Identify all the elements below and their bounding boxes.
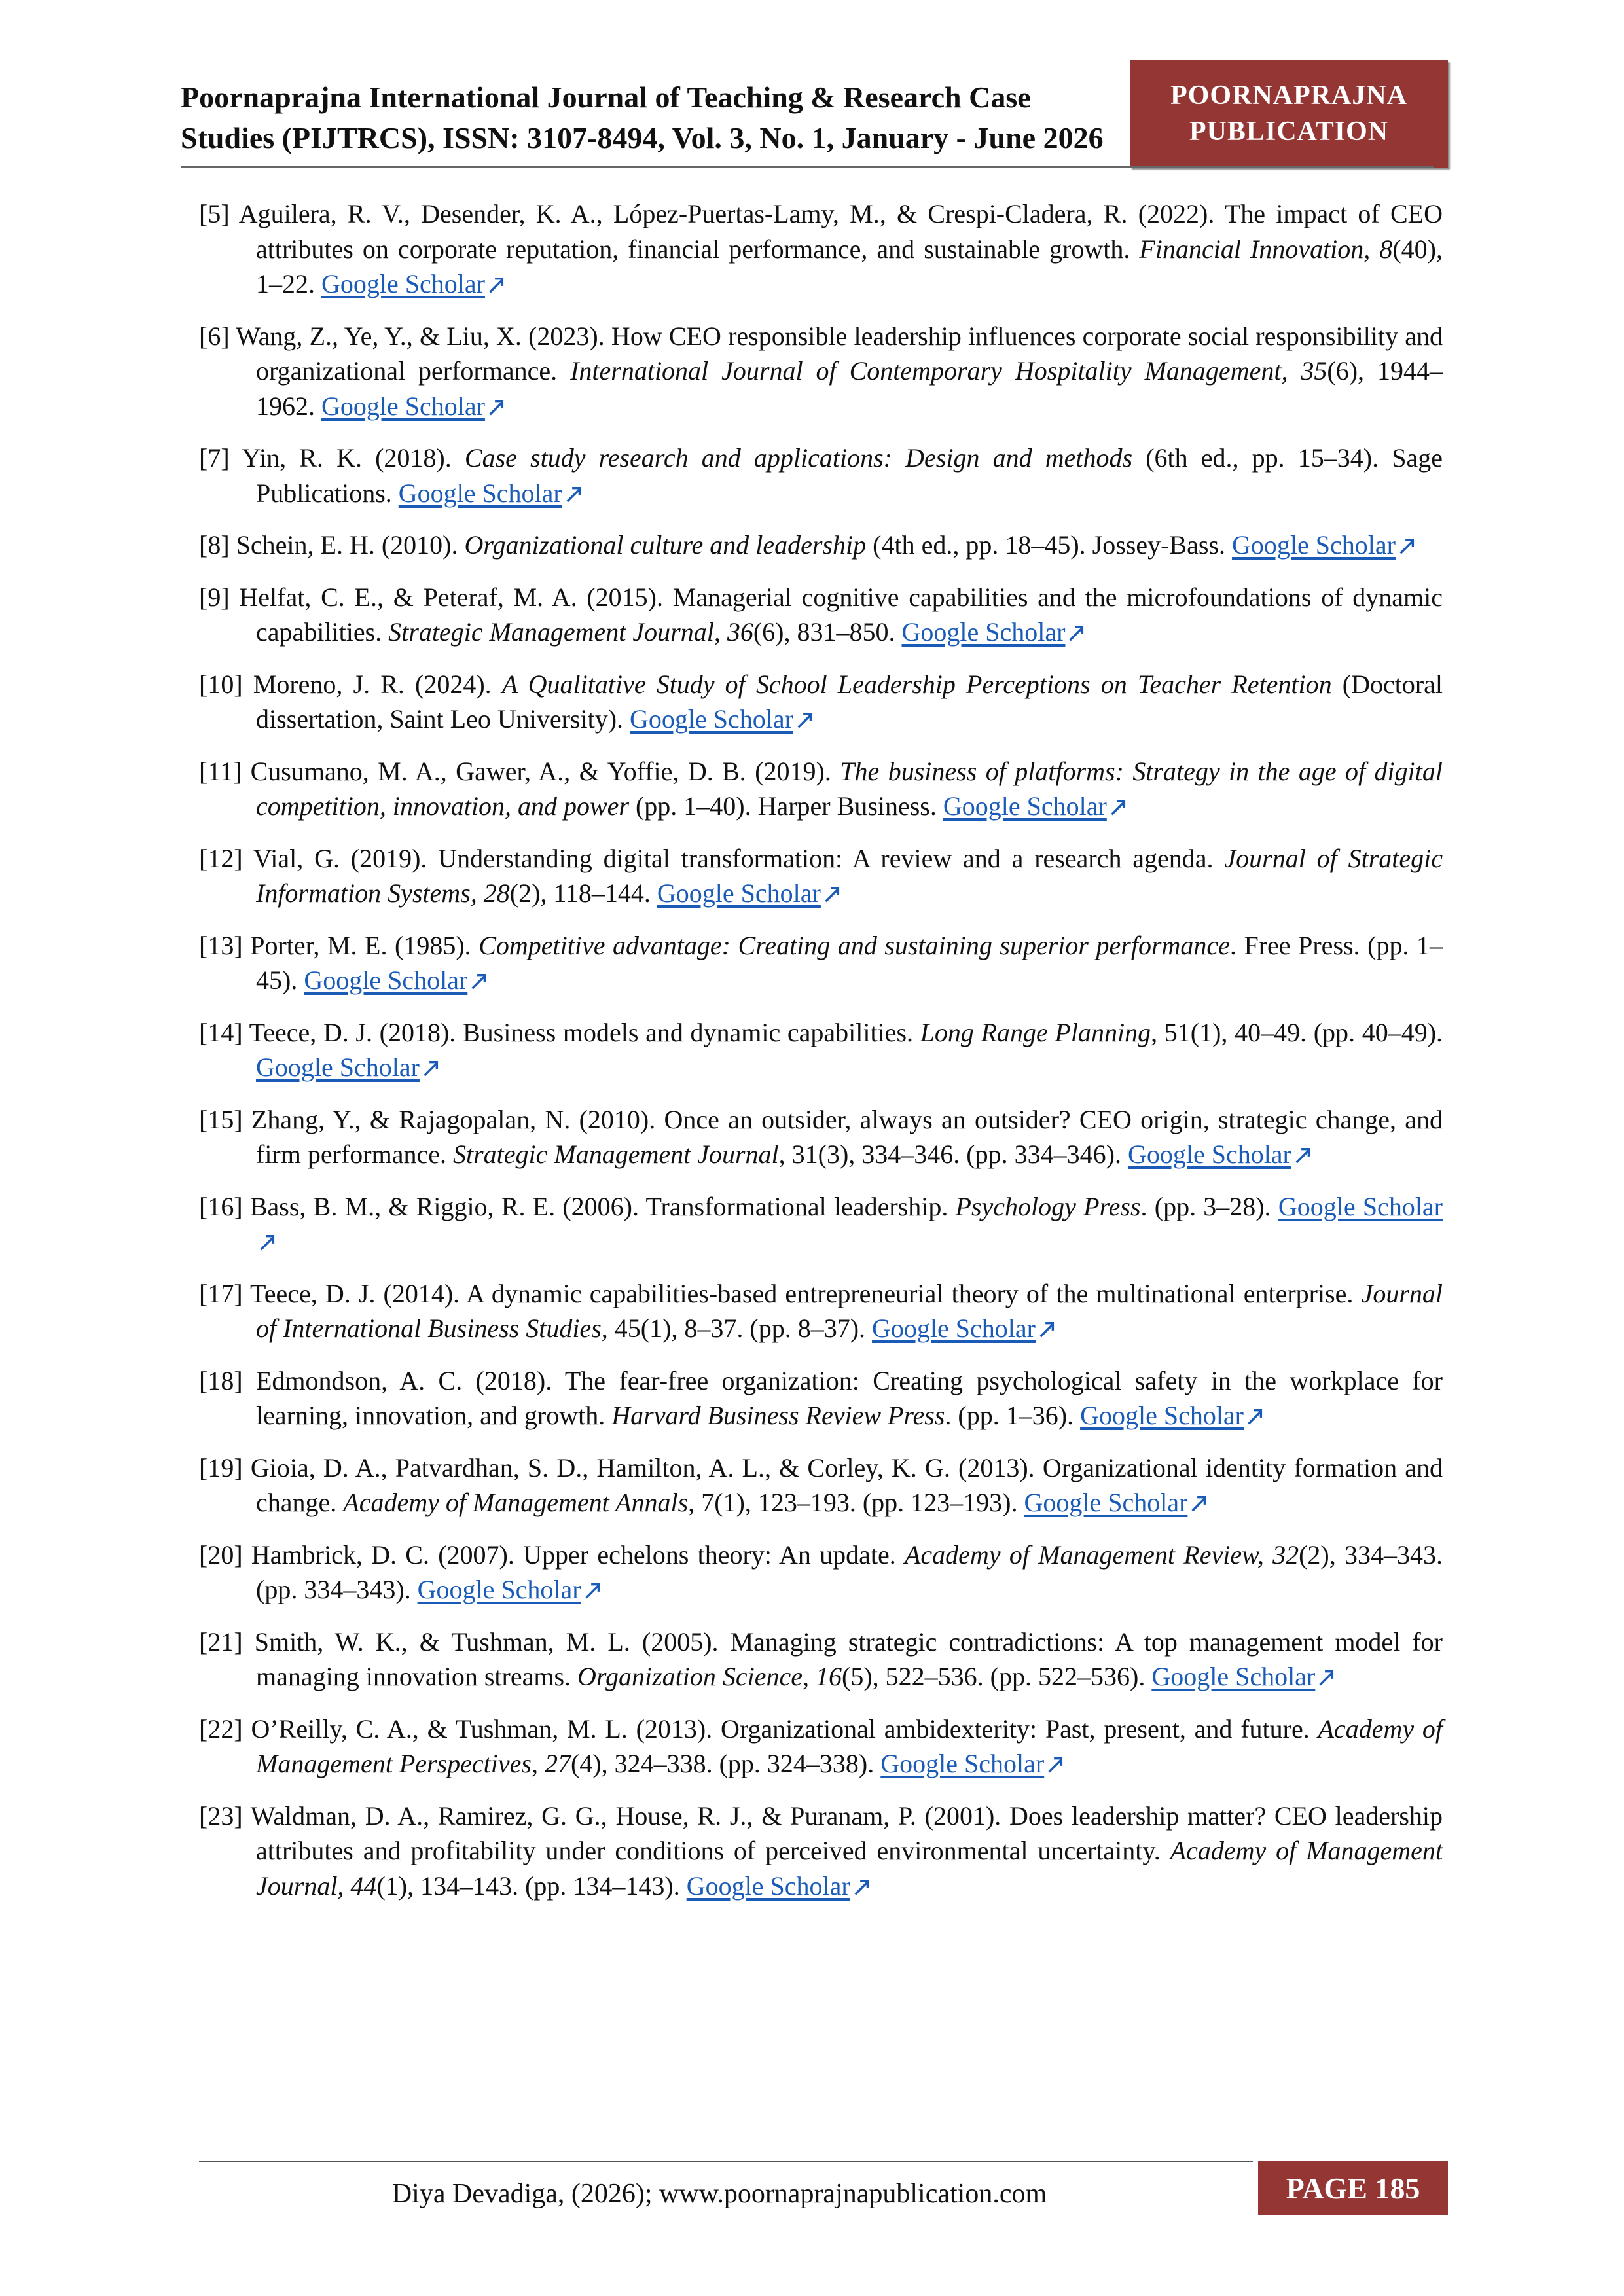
reference-entry: [199, 580, 1443, 650]
reference-details: (4th ed., pp. 18–45). Jossey-Bass.: [866, 530, 1232, 560]
reference-authors-title: Wang, Z., Ye, Y., & Liu, X. (2023). How CEO responsible leadership influences corporate social responsibility and organizational performance.: [236, 321, 1443, 386]
footer-citation: Diya Devadiga, (2026); www.poornaprajnapublication.com: [391, 2179, 1047, 2209]
google-scholar-label: Google Scholar: [943, 791, 1107, 821]
reference-source: Psychology Press: [955, 1191, 1141, 1221]
external-link-icon: [1066, 623, 1086, 643]
reference-number: [16]: [199, 1191, 243, 1221]
reference-details: . Free Press. (pp. 1–45).: [256, 930, 1443, 995]
reference-entry: [199, 440, 1443, 511]
google-scholar-link[interactable]: [1024, 1488, 1208, 1517]
google-scholar-label: Google Scholar: [880, 1749, 1045, 1778]
reference-details: , 45(1), 8–37. (pp. 8–37).: [601, 1314, 873, 1343]
reference-number: [10]: [199, 669, 243, 699]
page-number-badge: PAGE 185: [1258, 2161, 1448, 2215]
external-link-icon: [564, 484, 583, 504]
reference-authors-title: Teece, D. J. (2014). A dynamic capabilities-based entrepreneurial theory of the multinational enterprise.: [250, 1278, 1362, 1308]
reference-details: (6), 831–850.: [753, 617, 902, 647]
reference-number: [13]: [199, 930, 243, 960]
publisher-badge-line1: POORNAPRAJNA: [1170, 81, 1407, 111]
external-link-icon: [257, 1232, 277, 1252]
reference-entry: [199, 319, 1443, 424]
google-scholar-label: Google Scholar: [304, 965, 468, 995]
google-scholar-label: Google Scholar: [1278, 1191, 1443, 1221]
google-scholar-label: Google Scholar: [1232, 530, 1396, 560]
google-scholar-label: Google Scholar: [1024, 1488, 1188, 1517]
reference-entry: [199, 1189, 1443, 1259]
reference-details: . (pp. 1–36).: [945, 1401, 1081, 1430]
reference-details: (pp. 1–40). Harper Business.: [628, 791, 943, 821]
external-link-icon: [822, 884, 842, 904]
reference-number: [5]: [199, 199, 230, 228]
google-scholar-label: Google Scholar: [321, 269, 485, 298]
reference-source: Organization Science, 16: [577, 1662, 842, 1691]
reference-number: [6]: [199, 321, 230, 351]
reference-details: (5), 522–536. (pp. 522–536).: [842, 1662, 1152, 1691]
reference-entry: [199, 667, 1443, 737]
external-link-icon: [852, 1877, 871, 1897]
reference-source: The business of platforms: Strategy in the age of digital competition, innovation, and power: [256, 756, 1443, 821]
google-scholar-link[interactable]: [1151, 1662, 1336, 1691]
google-scholar-link[interactable]: [399, 478, 583, 508]
reference-details: (Doctoral dissertation, Saint Leo University).: [256, 669, 1443, 734]
external-link-icon: [486, 397, 506, 417]
google-scholar-link[interactable]: [880, 1749, 1065, 1778]
reference-authors-title: Porter, M. E. (1985).: [250, 930, 479, 960]
reference-entry: [199, 1624, 1443, 1695]
publisher-badge-line2: PUBLICATION: [1189, 117, 1389, 147]
reference-number: [8]: [199, 530, 230, 560]
google-scholar-link[interactable]: [687, 1871, 871, 1901]
reference-source: Strategic Management Journal, 36: [388, 617, 753, 647]
google-scholar-link[interactable]: [418, 1575, 602, 1604]
reference-source: Academy of Management Perspectives, 27: [256, 1713, 1443, 1778]
reference-authors-title: Teece, D. J. (2018). Business models and dynamic capabilities.: [249, 1017, 920, 1047]
reference-details: . (pp. 3–28).: [1140, 1191, 1278, 1221]
reference-authors-title: Gioia, D. A., Patvardhan, S. D., Hamilton, A. L., & Corley, K. G. (2013). Organizational identity formation and change.: [250, 1452, 1443, 1517]
google-scholar-link[interactable]: [1080, 1401, 1265, 1430]
reference-source: Case study research and applications: Design and methods: [464, 443, 1133, 473]
google-scholar-link[interactable]: [321, 391, 506, 421]
google-scholar-link[interactable]: [1128, 1139, 1312, 1169]
google-scholar-label: Google Scholar: [1127, 1139, 1291, 1169]
external-link-icon: [486, 275, 506, 295]
reference-source: Strategic Management Journal: [452, 1139, 779, 1169]
footer-divider: [199, 2161, 1253, 2162]
reference-source: Long Range Planning: [920, 1017, 1151, 1047]
google-scholar-link[interactable]: [1232, 530, 1416, 560]
reference-entry: [199, 1799, 1443, 1904]
journal-title: [181, 77, 1136, 158]
reference-number: [18]: [199, 1365, 243, 1395]
external-link-icon: [1293, 1145, 1312, 1165]
reference-number: [11]: [199, 756, 242, 786]
google-scholar-label: Google Scholar: [686, 1871, 850, 1901]
reference-number: [22]: [199, 1713, 243, 1744]
reference-list: [199, 196, 1443, 1920]
google-scholar-label: Google Scholar: [872, 1314, 1036, 1343]
reference-entry: [199, 1015, 1443, 1085]
reference-entry: [199, 1102, 1443, 1172]
reference-source: Journal of Strategic Information Systems, 28: [256, 843, 1443, 908]
reference-source: Journal of International Business Studies: [256, 1278, 1443, 1343]
google-scholar-link[interactable]: [304, 965, 488, 995]
external-link-icon: [1316, 1668, 1336, 1687]
reference-source: Harvard Business Review Press: [611, 1401, 945, 1430]
reference-entry: [199, 1276, 1443, 1346]
google-scholar-label: Google Scholar: [1080, 1401, 1244, 1430]
reference-source: Organizational culture and leadership: [464, 530, 867, 560]
google-scholar-label: Google Scholar: [256, 1052, 420, 1082]
reference-details: , 31(3), 334–346. (pp. 334–346).: [778, 1139, 1128, 1169]
reference-details: (4), 324–338. (pp. 324–338).: [570, 1749, 881, 1778]
reference-number: [23]: [199, 1801, 243, 1831]
google-scholar-label: Google Scholar: [901, 617, 1066, 647]
google-scholar-link[interactable]: [321, 269, 506, 298]
reference-entry: [199, 1537, 1443, 1607]
reference-entry: [199, 928, 1443, 998]
reference-details: (40), 1–22.: [256, 234, 1443, 298]
reference-number: [14]: [199, 1017, 243, 1047]
reference-number: [17]: [199, 1278, 243, 1308]
external-link-icon: [1397, 536, 1416, 556]
reference-source: Academy of Management Annals: [343, 1488, 689, 1517]
reference-entry: [199, 754, 1443, 824]
external-link-icon: [469, 971, 488, 991]
google-scholar-link[interactable]: [256, 1052, 441, 1082]
google-scholar-label: Google Scholar: [630, 704, 793, 734]
google-scholar-label: Google Scholar: [321, 391, 485, 421]
external-link-icon: [583, 1581, 602, 1600]
reference-number: [20]: [199, 1539, 243, 1570]
google-scholar-link[interactable]: [901, 617, 1086, 647]
reference-entry: [199, 1363, 1443, 1433]
external-link-icon: [795, 710, 814, 730]
reference-details: (1), 134–143. (pp. 134–143).: [376, 1871, 687, 1901]
external-link-icon: [1037, 1319, 1056, 1339]
reference-authors-title: Vial, G. (2019). Understanding digital transformation: A review and a research agenda.: [253, 843, 1225, 873]
external-link-icon: [421, 1058, 441, 1078]
reference-authors-title: Schein, E. H. (2010).: [236, 530, 465, 560]
reference-source: Academy of Management Review, 32: [904, 1539, 1299, 1570]
reference-entry: [199, 841, 1443, 911]
external-link-icon: [1245, 1407, 1265, 1426]
external-link-icon: [1108, 797, 1128, 817]
reference-details: (6), 1944–1962.: [256, 356, 1443, 421]
external-link-icon: [1189, 1494, 1208, 1513]
reference-details: (2), 118–144.: [509, 878, 657, 908]
reference-authors-title: Waldman, D. A., Ramirez, G. G., House, R. J., & Puranam, P. (2001). Does leadership matter? CEO leadership attributes and profitability under conditions of perceived environmental uncertainty.: [250, 1801, 1443, 1865]
reference-number: [12]: [199, 843, 243, 873]
reference-authors-title: Yin, R. K. (2018).: [242, 443, 465, 473]
reference-entry: [199, 1450, 1443, 1520]
reference-entry: [199, 196, 1443, 302]
google-scholar-link[interactable]: [943, 791, 1128, 821]
reference-authors-title: Moreno, J. R. (2024).: [253, 669, 502, 699]
google-scholar-label: Google Scholar: [417, 1575, 581, 1604]
google-scholar-link[interactable]: [657, 878, 842, 908]
journal-title-line2: Studies (PIJTRCS), ISSN: 3107-8494, Vol. 3, No. 1, January - June 2026: [181, 121, 1104, 154]
reference-source: International Journal of Contemporary Hospitality Management, 35: [570, 356, 1327, 386]
external-link-icon: [1045, 1755, 1065, 1774]
publisher-badge: [1130, 60, 1448, 168]
reference-authors-title: Helfat, C. E., & Peteraf, M. A. (2015). Managerial cognitive capabilities and the microfoundations of dynamic capabilities.: [239, 582, 1443, 647]
google-scholar-label: Google Scholar: [398, 478, 562, 508]
reference-details: (2), 334–343. (pp. 334–343).: [256, 1539, 1443, 1604]
reference-authors-title: Zhang, Y., & Rajagopalan, N. (2010). Once an outsider, always an outsider? CEO origin, strategic change, and firm performance.: [251, 1104, 1443, 1169]
reference-details: , 7(1), 123–193. (pp. 123–193).: [688, 1488, 1024, 1517]
reference-authors-title: Hambrick, D. C. (2007). Upper echelons theory: An update.: [251, 1539, 905, 1570]
reference-authors-title: Edmondson, A. C. (2018). The fear-free organization: Creating psychological safety in the workplace for learning, innovation, and growth.: [256, 1365, 1443, 1430]
reference-entry: [199, 1712, 1443, 1782]
reference-number: [9]: [199, 582, 230, 612]
reference-number: [19]: [199, 1452, 243, 1482]
header-divider: [181, 166, 1434, 168]
journal-title-line1: Poornaprajna International Journal of Teaching & Research Case: [181, 81, 1031, 114]
reference-authors-title: Cusumano, M. A., Gawer, A., & Yoffie, D. B. (2019).: [250, 756, 840, 786]
reference-number: [21]: [199, 1626, 243, 1657]
reference-entry: [199, 528, 1443, 563]
reference-authors-title: O’Reilly, C. A., & Tushman, M. L. (2013). Organizational ambidexterity: Past, present, and future.: [251, 1713, 1318, 1744]
reference-source: Academy of Management Journal, 44: [256, 1836, 1443, 1901]
reference-number: [7]: [199, 443, 230, 473]
reference-details: (6th ed., pp. 15–34). Sage Publications.: [256, 443, 1443, 508]
reference-authors-title: Smith, W. K., & Tushman, M. L. (2005). Managing strategic contradictions: A top management model for managing innovation streams.: [254, 1626, 1443, 1691]
reference-source: Financial Innovation, 8: [1139, 234, 1393, 264]
google-scholar-link[interactable]: [630, 704, 814, 734]
reference-source: A Qualitative Study of School Leadership Perceptions on Teacher Retention: [501, 669, 1332, 699]
reference-authors-title: Aguilera, R. V., Desender, K. A., López-Puertas-Lamy, M., & Crespi-Cladera, R. (2022). The impact of CEO attributes on corporate reputation, financial performance, and sustainable growth.: [238, 199, 1443, 264]
reference-number: [15]: [199, 1104, 243, 1134]
reference-source: Competitive advantage: Creating and sustaining superior performance: [478, 930, 1230, 960]
google-scholar-link[interactable]: [872, 1314, 1056, 1343]
reference-details: , 51(1), 40–49. (pp. 40–49).: [1151, 1017, 1443, 1047]
google-scholar-label: Google Scholar: [657, 878, 821, 908]
google-scholar-label: Google Scholar: [1151, 1662, 1316, 1691]
reference-authors-title: Bass, B. M., & Riggio, R. E. (2006). Transformational leadership.: [249, 1191, 956, 1221]
